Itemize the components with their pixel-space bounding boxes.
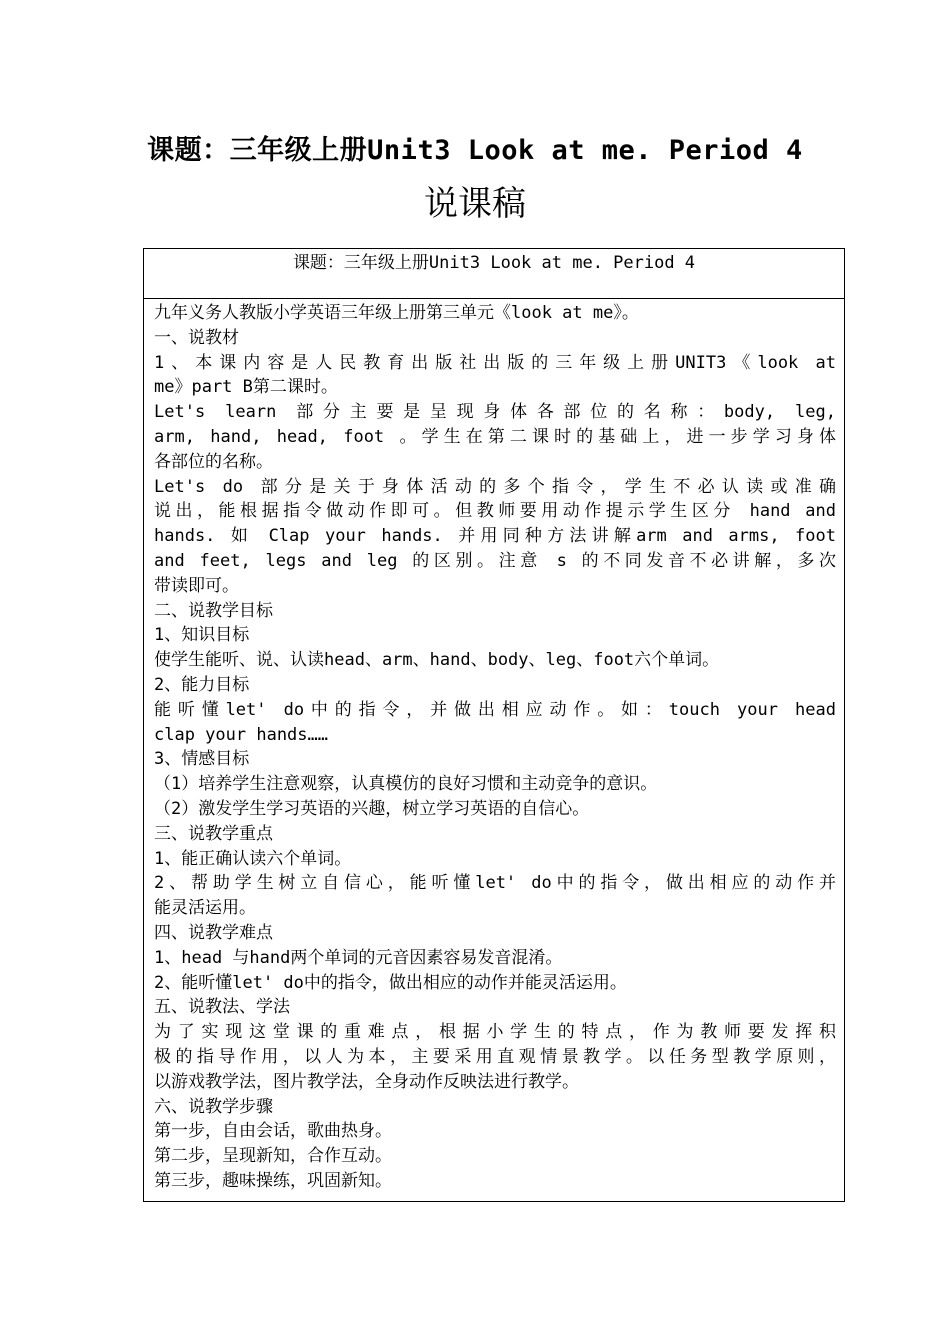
text-line: 带读即可。	[154, 575, 239, 596]
document-subtitle: 说课稿	[424, 184, 526, 224]
text-line: 三、说教学重点	[154, 823, 273, 844]
text-line: （2）激发学生学习英语的兴趣，树立学习英语的自信心。	[154, 798, 590, 819]
text-line: 六、说教学步骤	[154, 1096, 273, 1117]
text-line: 五、说教法、学法	[154, 997, 290, 1018]
document-title: 课题：三年级上册Unit3 Look at me. Period 4	[147, 135, 803, 166]
text-line: me》part B第二课时。	[154, 377, 338, 398]
text-line: and feet, legs and leg 的区别。注意 s 的不同发音不必讲解，多次	[154, 550, 836, 571]
text-line: 2、帮助学生树立自信心，能听懂let' do中的指令，做出相应的动作并	[154, 873, 836, 894]
text-line: 1、head 与hand两个单词的元音因素容易发音混淆。	[154, 947, 563, 968]
text-line: 1、知识目标	[154, 625, 250, 646]
text-line: 使学生能听、说、认读head、arm、hand、body、leg、foot六个单词。	[154, 650, 720, 671]
text-line: 1、能正确认读六个单词。	[154, 848, 352, 869]
text-line: 一、说教材	[154, 327, 239, 348]
text-line: clap your hands……	[154, 724, 328, 745]
text-line: 九年义务人教版小学英语三年级上册第三单元《look at me》。	[154, 303, 639, 323]
text-line: 第三步，趣味操练，巩固新知。	[154, 1170, 392, 1191]
text-line: 四、说教学难点	[154, 922, 273, 943]
text-line: hands. 如 Clap your hands. 并用同种方法讲解arm and arms, foot	[154, 526, 836, 547]
text-line: Let's do 部分是关于身体活动的多个指令，学生不必认读或准确	[154, 476, 836, 497]
text-line: 3、情感目标	[154, 749, 250, 770]
table-body-cell	[144, 299, 844, 1194]
text-line: arm, hand, head, foot 。学生在第二课时的基础上，进一步学习身体	[154, 426, 836, 447]
text-line: 能灵活运用。	[154, 898, 256, 919]
text-line: 极的指导作用，以人为本，主要采用直观情景教学。以任务型教学原则，	[154, 1046, 836, 1067]
text-line: 第二步，呈现新知，合作互动。	[154, 1146, 392, 1167]
text-line: 2、能力目标	[154, 674, 250, 695]
lesson-table	[143, 248, 845, 1202]
text-line: 说出，能根据指令做动作即可。但教师要用动作提示学生区分 hand and	[154, 501, 836, 522]
table-header-cell: 课题：三年级上册Unit3 Look at me. Period 4	[144, 249, 844, 299]
text-line: 二、说教学目标	[154, 600, 273, 621]
text-line: 2、能听懂let' do中的指令，做出相应的动作并能灵活运用。	[154, 972, 627, 993]
text-line: 为了实现这堂课的重难点，根据小学生的特点，作为教师要发挥积	[154, 1022, 836, 1043]
text-line: 第一步，自由会话，歌曲热身。	[154, 1121, 392, 1142]
text-line: （1）培养学生注意观察，认真模仿的良好习惯和主动竞争的意识。	[154, 774, 658, 795]
text-line: 各部位的名称。	[154, 451, 273, 472]
text-line: Let's learn 部分主要是呈现身体各部位的名称：body, leg,	[154, 402, 836, 423]
text-line: 以游戏教学法，图片教学法，全身动作反映法进行教学。	[154, 1071, 579, 1092]
text-line: 1、本课内容是人民教育出版社出版的三年级上册UNIT3《look at	[154, 352, 836, 373]
text-line: 能听懂let' do中的指令，并做出相应动作。如：touch your head	[154, 699, 836, 720]
